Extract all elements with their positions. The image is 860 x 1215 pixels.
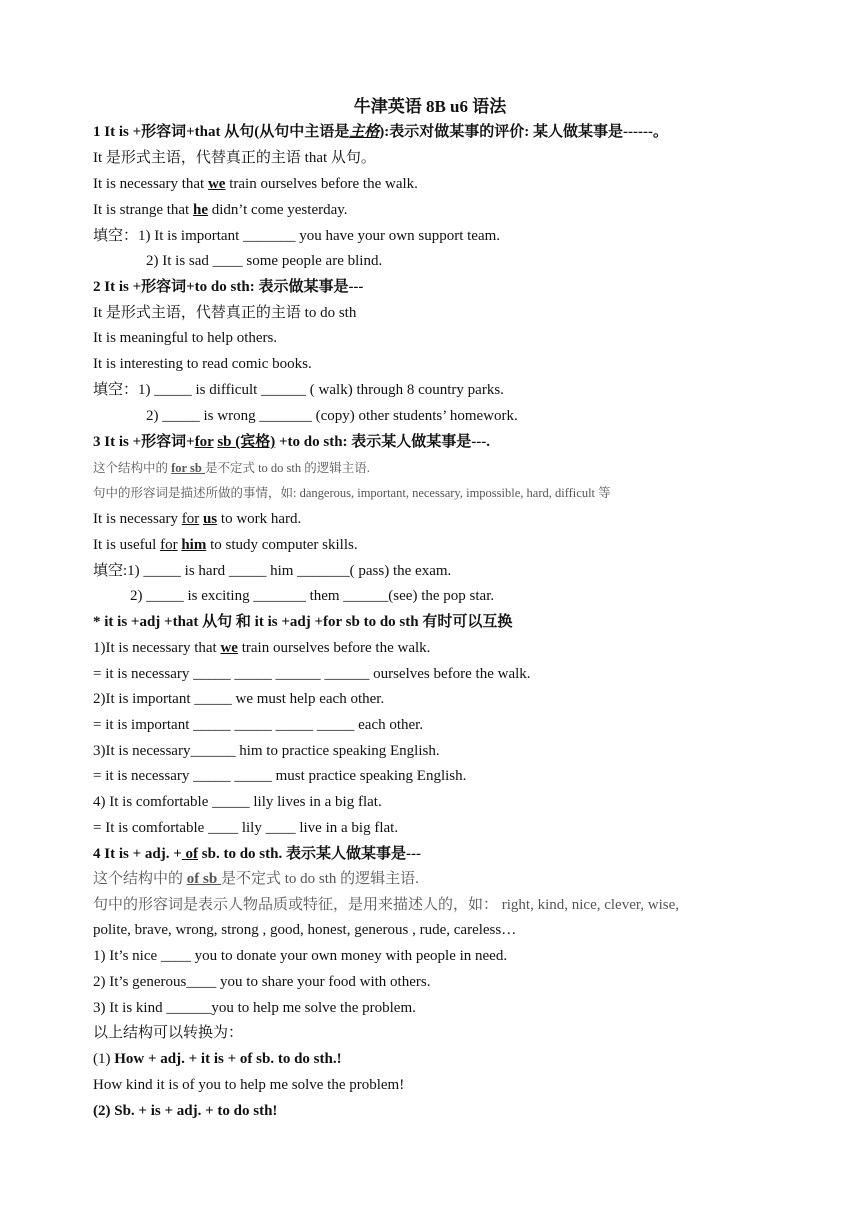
heading-text: +to do sth: 表示某人做某事是---. xyxy=(275,434,491,450)
fill-in-line: 2) It is sad ____ some people are blind. xyxy=(146,253,383,269)
interchange-heading: * it is +adj +that 从句 和 it is +adj +for sb to do sth 有时可以互换 xyxy=(93,614,513,630)
example-line xyxy=(93,173,833,195)
underlined-word: of xyxy=(181,846,199,862)
example-line: 1) It’s nice ____ you to donate your own money with people in need. xyxy=(93,948,508,964)
text: to study computer skills. xyxy=(206,537,358,553)
text: didn’t come yesterday. xyxy=(207,202,348,218)
exercise-line: = It is comfortable ____ lily ____ live in a big flat. xyxy=(93,820,399,836)
underlined-word: of sb xyxy=(186,871,221,887)
example-line: 2) It’s generous____ you to share your food with others. xyxy=(93,974,431,990)
section-1-heading xyxy=(93,121,833,143)
underlined-word: for sb xyxy=(171,461,205,475)
example-line xyxy=(93,508,833,530)
exercise-line: 2)It is important _____ we must help each other. xyxy=(93,691,385,707)
example-line: It is interesting to read comic books. xyxy=(93,356,312,372)
page-title: 牛津英语 8B u6 语法 xyxy=(353,97,507,116)
text: It is useful xyxy=(93,537,161,553)
example-line: How kind it is of you to help me solve the problem! xyxy=(93,1077,405,1093)
text: train ourselves before the walk. xyxy=(237,640,431,656)
text: 这个结构中的 xyxy=(93,461,172,475)
text: It is strange that xyxy=(93,202,193,218)
underlined-word: we xyxy=(220,640,238,656)
text: 1)It is necessary that xyxy=(93,640,221,656)
exercise-line: = it is necessary _____ _____ ______ ______ ourselves before the walk. xyxy=(93,666,531,682)
conversion-note: 以上结构可以转换为： xyxy=(93,1025,244,1041)
conversion-rule xyxy=(93,1048,833,1070)
section-4-note: polite, brave, wrong, strong , good, honest, generous , rude, careless… xyxy=(93,922,517,938)
fill-in-line: 填空：1) It is important _______ you have your own support team. xyxy=(93,228,501,244)
heading-text: 3 It is +形容词+ xyxy=(93,434,195,450)
heading-text: 1 It is +形容词+that 从句(从句中主语是 xyxy=(93,124,350,140)
fill-in-line: 填空:1) _____ is hard _____ him _______( pass) the exam. xyxy=(93,563,452,579)
example-line: It is meaningful to help others. xyxy=(93,330,278,346)
text: 这个结构中的 xyxy=(93,871,187,887)
underlined-word: we xyxy=(207,176,226,192)
heading-emphasis: 主格 xyxy=(349,124,380,140)
exercise-line: = it is necessary _____ _____ must practice speaking English. xyxy=(93,768,467,784)
example-line xyxy=(93,534,833,556)
conversion-rule: (2) Sb. + is + adj. + to do sth! xyxy=(93,1103,278,1119)
text: to work hard. xyxy=(217,511,302,527)
underlined-word: for xyxy=(194,434,214,450)
section-2-heading: 2 It is +形容词+to do sth: 表示做某事是--- xyxy=(93,279,364,295)
heading-text: ):表示对做某事的评价: 某人做某事是------。 xyxy=(379,124,668,140)
underlined-word: for xyxy=(181,511,200,527)
fill-in-line: 2) _____ is wrong _______ (copy) other students’ homework. xyxy=(146,408,518,424)
section-2-note: It 是形式主语，代替真正的主语 to do sth xyxy=(93,305,357,321)
exercise-line: 3)It is necessary______ him to practice speaking English. xyxy=(93,743,440,759)
underlined-word: him xyxy=(181,537,207,553)
underlined-word: sb (宾格) xyxy=(217,434,276,450)
text: 是不定式 to do sth 的逻辑主语. xyxy=(220,871,419,887)
example-line xyxy=(93,199,833,221)
section-4-note xyxy=(93,868,833,890)
text: It is necessary that xyxy=(93,176,208,192)
section-4-note: 句中的形容词是表示人物品质或特征，是用来描述人的，如： right, kind, nice, clever, wise, xyxy=(93,897,680,913)
section-3-heading xyxy=(93,431,833,453)
exercise-line: = it is important _____ _____ _____ _____ each other. xyxy=(93,717,424,733)
underlined-word: he xyxy=(192,202,208,218)
exercise-line: 4) It is comfortable _____ lily lives in a big flat. xyxy=(93,794,382,810)
exercise-line xyxy=(93,637,833,659)
section-1-note: It 是形式主语，代替真正的主语 that 从句。 xyxy=(93,150,376,166)
section-3-note xyxy=(93,457,833,479)
fill-in-line: 2) _____ is exciting _______ them ______(see) the pop star. xyxy=(130,588,495,604)
text: 是不定式 to do sth 的逻辑主语. xyxy=(204,461,370,475)
section-4-heading xyxy=(93,843,833,865)
example-line: 3) It is kind ______you to help me solve the problem. xyxy=(93,1000,416,1016)
text: (1) xyxy=(93,1051,115,1067)
fill-in-line: 填空：1) _____ is difficult ______ ( walk) through 8 country parks. xyxy=(93,382,504,398)
section-3-note: 句中的形容词是描述所做的事情，如: dangerous, important, necessary, impossible, hard, difficult 等 xyxy=(93,486,611,500)
text: It is necessary xyxy=(93,511,182,527)
rule-text: How + adj. + it is + of sb. to do sth.! xyxy=(114,1051,342,1067)
heading-text: sb. to do sth. 表示某人做某事是--- xyxy=(198,846,421,862)
heading-text: 4 It is + adj. + xyxy=(93,846,182,862)
underlined-word: us xyxy=(202,511,218,527)
text: train ourselves before the walk. xyxy=(225,176,418,192)
underlined-word: for xyxy=(160,537,178,553)
